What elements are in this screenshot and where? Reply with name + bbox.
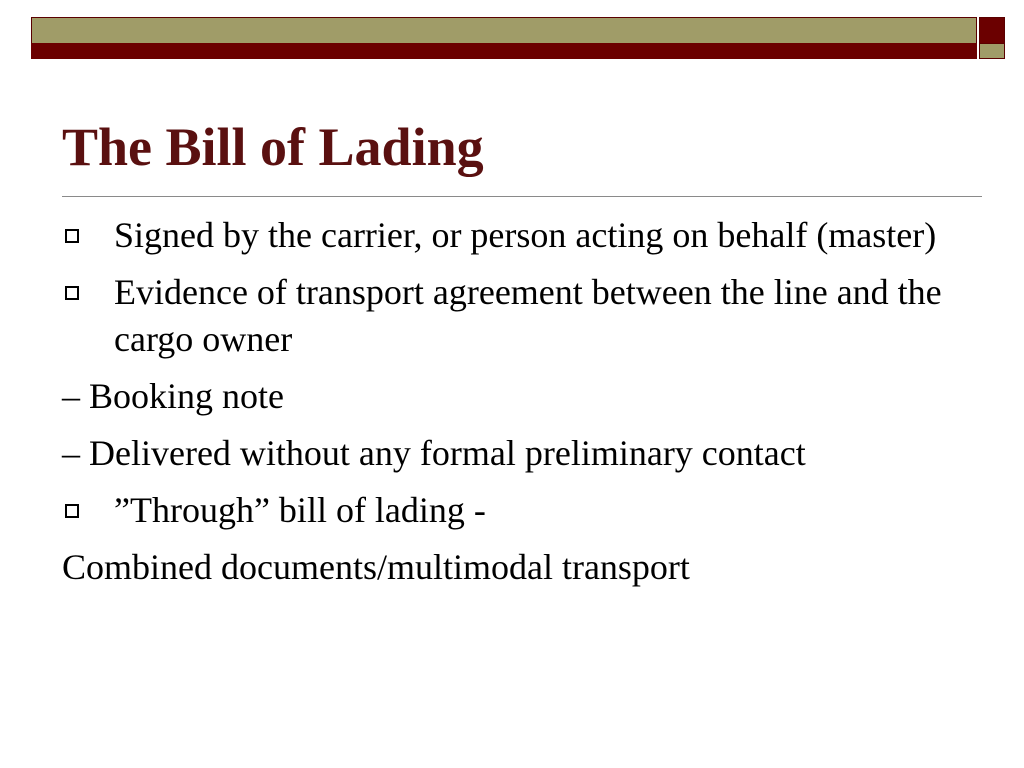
plain-line — [62, 430, 962, 477]
plain-text: – Booking note — [62, 376, 284, 416]
slide-body — [62, 212, 962, 601]
header-olive-bar — [31, 17, 977, 44]
hollow-square-bullet-icon — [65, 229, 79, 243]
hollow-square-bullet-icon — [65, 504, 79, 518]
header-maroon-bar — [31, 43, 977, 59]
plain-line — [62, 544, 962, 591]
hollow-square-bullet-icon — [65, 286, 79, 300]
bullet-item — [62, 487, 962, 534]
title-divider — [62, 196, 982, 197]
header-maroon-square — [979, 17, 1005, 44]
slide-title: The Bill of Lading — [62, 117, 484, 177]
bullet-text: ”Through” bill of lading - — [114, 490, 486, 530]
plain-text: Combined documents/multimodal transport — [62, 547, 690, 587]
bullet-item — [62, 212, 962, 259]
bullet-item — [62, 269, 962, 363]
plain-text: – Delivered without any formal preliminary contact — [62, 433, 806, 473]
plain-line — [62, 373, 962, 420]
bullet-text: Evidence of transport agreement between the line and the cargo owner — [114, 272, 942, 359]
bullet-text: Signed by the carrier, or person acting on behalf (master) — [114, 215, 937, 255]
header-olive-square — [979, 43, 1005, 59]
